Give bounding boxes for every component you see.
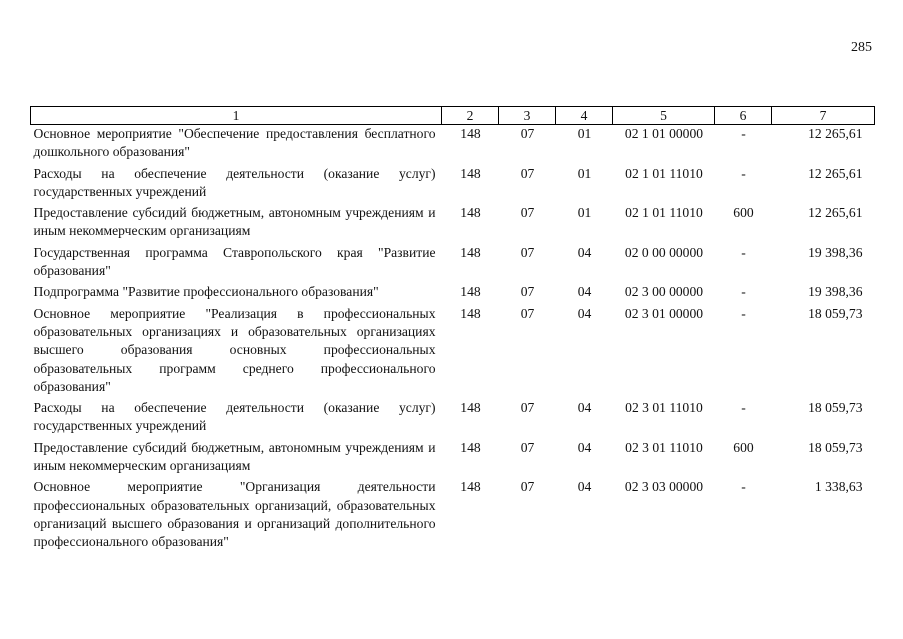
cell-target-article: 02 1 01 00000 (624, 126, 704, 141)
row-name: Предоставление субсидий бюджетным, автономным учреждениям и иным некоммерческим организациям (33, 439, 436, 474)
cell-ministry-code: 148 (460, 400, 481, 416)
cell-ministry-code: 148 (460, 439, 481, 455)
row-name: Подпрограмма "Развитие профессионального образования" (33, 284, 379, 300)
cell-section: 07 (520, 205, 535, 221)
cell-section: 07 (520, 400, 535, 416)
table-row (31, 204, 875, 244)
row-name: Расходы на обеспечение деятельности (оказание услуг) государственных учреждений (33, 400, 436, 434)
cell-target-article: 02 1 01 11010 (625, 165, 703, 181)
cell-target-article: 02 0 00 00000 (624, 244, 704, 260)
cell-subsection: 04 (577, 284, 592, 300)
cell-section: 07 (520, 165, 535, 181)
row-name: Предоставление субсидий бюджетным, автономным учреждениям и иным некоммерческим организациям (33, 205, 436, 239)
header-cell: 6 (715, 107, 772, 125)
cell-subsection: 04 (577, 400, 592, 416)
header-row (31, 107, 875, 125)
cell-target-article: 02 3 03 00000 (624, 479, 704, 495)
cell-target-article: 02 3 01 00000 (624, 305, 704, 321)
cell-amount: 12 265,61 (808, 126, 863, 141)
header-cell: 1 (31, 107, 442, 125)
table-row (31, 305, 875, 399)
row-name: Основное мероприятие "Реализация в профессиональных образовательных организациях и образовательных организациях высшего образования основных профессиональных образовательных программ среднего профессионального образования" (33, 305, 436, 394)
cell-section: 07 (520, 284, 535, 300)
cell-subsection: 01 (577, 205, 592, 221)
table-row (31, 283, 875, 304)
cell-section: 07 (520, 439, 535, 455)
cell-amount: 12 265,61 (808, 205, 863, 221)
cell-subsection: 01 (577, 165, 592, 181)
cell-subsection: 04 (577, 439, 592, 455)
cell-amount: 19 398,36 (808, 284, 863, 300)
cell-ministry-code: 148 (460, 126, 481, 141)
table-row (31, 439, 875, 479)
cell-section: 07 (520, 305, 535, 321)
cell-ministry-code: 148 (460, 165, 481, 181)
row-name: Основное мероприятие "Обеспечение предоставления бесплатного дошкольного образования" (33, 126, 436, 160)
row-name: Государственная программа Ставропольского края "Развитие образования" (33, 244, 436, 279)
cell-amount: 18 059,73 (808, 400, 863, 416)
header-cell: 7 (772, 107, 875, 125)
cell-target-article: 02 3 00 00000 (624, 284, 704, 300)
cell-expense-type: - (741, 284, 746, 300)
cell-ministry-code: 148 (460, 284, 481, 300)
header-cell: 4 (556, 107, 613, 125)
cell-ministry-code: 148 (460, 205, 481, 221)
cell-subsection: 04 (577, 479, 592, 495)
table-row (31, 478, 875, 554)
table-row (31, 244, 875, 284)
cell-amount: 19 398,36 (808, 244, 863, 260)
cell-subsection: 01 (577, 126, 592, 141)
budget-table (30, 106, 875, 555)
row-name: Расходы на обеспечение деятельности (оказание услуг) государственных учреждений (33, 165, 436, 199)
cell-amount: 18 059,73 (808, 305, 863, 321)
table-row (31, 125, 875, 165)
cell-target-article: 02 3 01 11010 (625, 400, 703, 416)
cell-expense-type: - (741, 165, 746, 181)
table-row (31, 165, 875, 205)
cell-section: 07 (520, 126, 535, 141)
cell-expense-type: - (741, 126, 746, 141)
cell-amount: 1 338,63 (814, 479, 863, 495)
page-number: 285 (851, 40, 872, 55)
header-cell: 3 (499, 107, 556, 125)
cell-expense-type: - (741, 479, 746, 495)
cell-expense-type: 600 (733, 205, 754, 221)
cell-ministry-code: 148 (460, 305, 481, 321)
cell-expense-type: - (741, 244, 746, 260)
cell-subsection: 04 (577, 244, 592, 260)
cell-section: 07 (520, 479, 535, 495)
cell-ministry-code: 148 (460, 244, 481, 260)
cell-target-article: 02 3 01 11010 (625, 439, 703, 455)
cell-expense-type: - (741, 305, 746, 321)
cell-subsection: 04 (577, 305, 592, 321)
cell-ministry-code: 148 (460, 479, 481, 495)
cell-amount: 12 265,61 (808, 165, 863, 181)
header-cell: 5 (613, 107, 715, 125)
row-name: Основное мероприятие "Организация деятельности профессиональных образовательных организаций, образовательных организаций высшего образования и организаций дополнительного профессионального образования" (33, 479, 436, 550)
cell-expense-type: - (741, 400, 746, 416)
cell-section: 07 (520, 244, 535, 260)
cell-expense-type: 600 (733, 439, 754, 455)
cell-amount: 18 059,73 (808, 439, 863, 455)
table-row (31, 399, 875, 439)
header-cell: 2 (442, 107, 499, 125)
cell-target-article: 02 1 01 11010 (625, 205, 703, 221)
